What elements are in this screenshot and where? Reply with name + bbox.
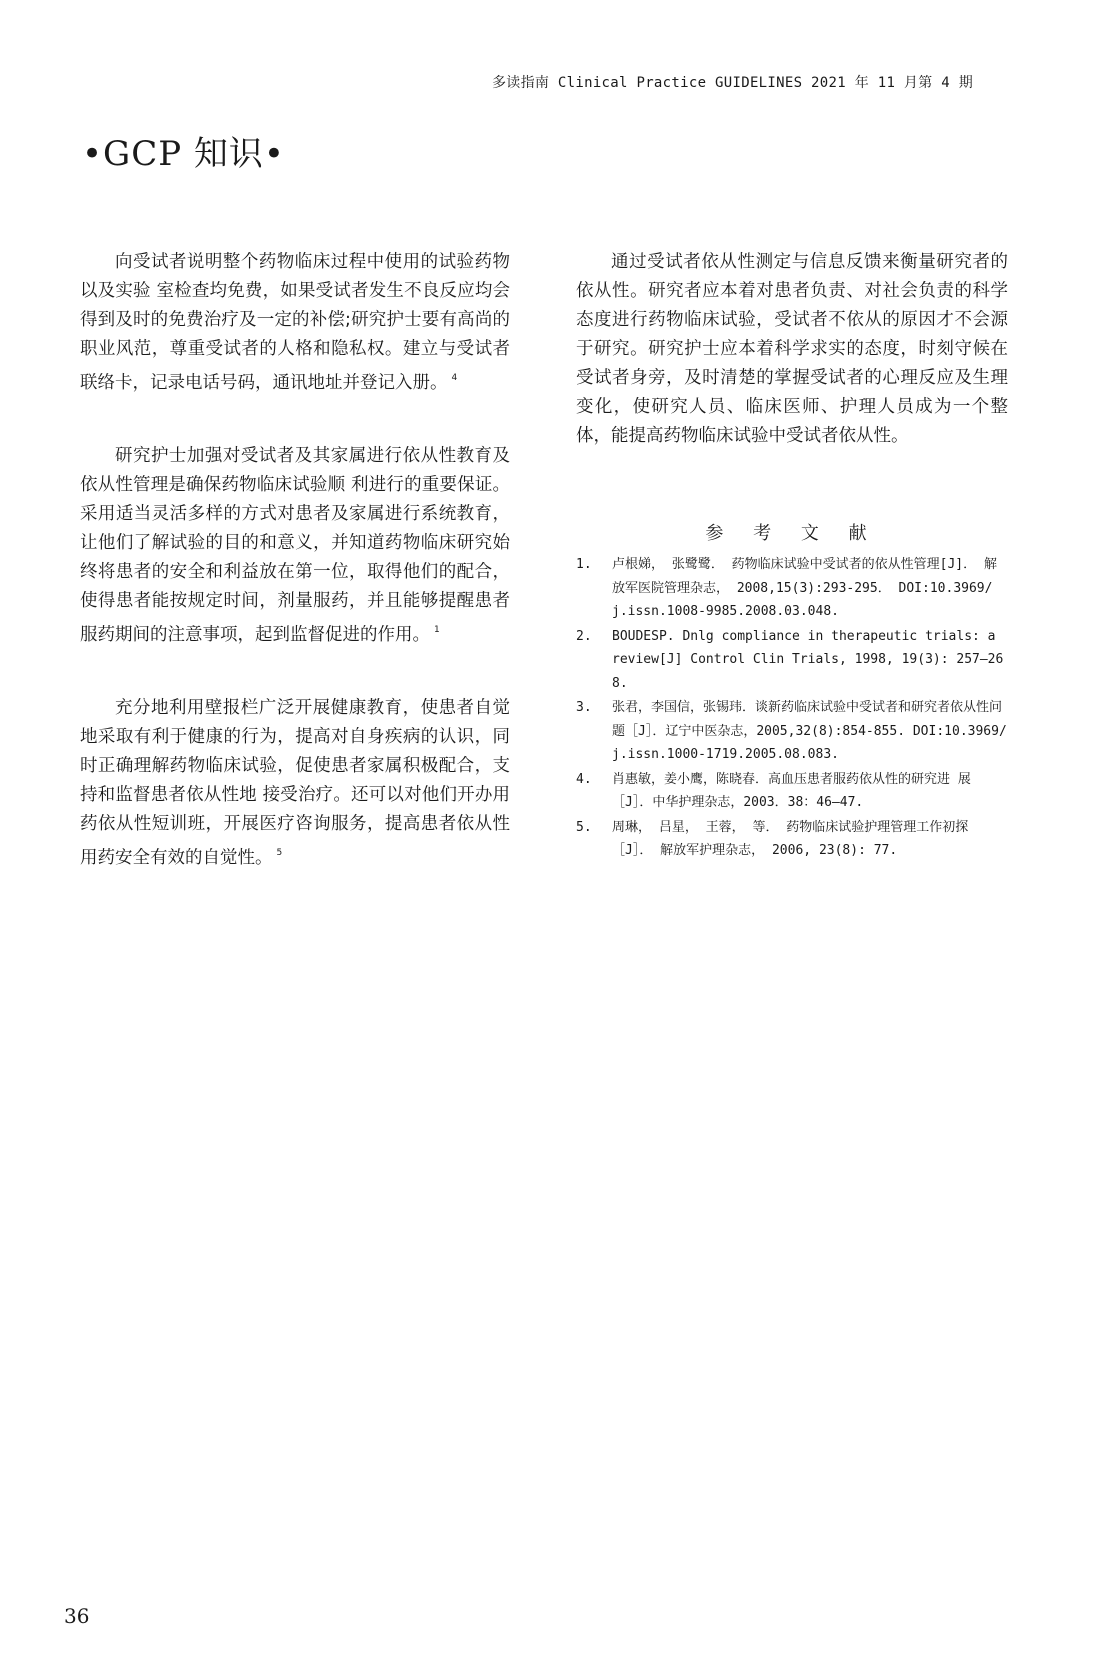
reference-item — [576, 768, 1008, 815]
left-column — [80, 248, 510, 917]
reference-item — [576, 696, 1008, 767]
section-title: •GCP 知识• — [82, 134, 285, 174]
citation-marker: 4 — [451, 373, 458, 383]
reference-number: 2. — [576, 628, 592, 644]
reference-number: 1. — [576, 557, 592, 572]
references-heading: 参 考 文 献 — [705, 523, 879, 544]
paragraph — [80, 694, 510, 873]
reference-item — [576, 816, 1008, 863]
paragraph — [80, 248, 510, 398]
paragraph-text: 研究护士加强对受试者及其家属进行依从性教育及依从性管理是确保药物临床试验顺 利进行的重要保证。采用适当灵活多样的方式对患者及家属进行系统教育，让他们了解试验的目的和意义，并知道药物临床研究始终将患者的安全和利益放在第一位，取得他们的配合，使得患者能按规定时间，剂量服药，并且能够提醒患者服药期间的注意事项，起到监督促进的作用。 — [80, 446, 510, 645]
right-column — [576, 248, 1008, 864]
reference-number: 4. — [576, 771, 592, 787]
citation-marker: 5 — [276, 848, 283, 858]
reference-text: 卢根娣， 张鹭鹭． 药物临床试验中受试者的依从性管理[J]． 解放军医院管理杂志， 2008,15(3):293-295． DOI:10.3969/j.issn.1008-9985.2008.03.048. — [612, 557, 997, 619]
references-list — [576, 553, 1008, 863]
paragraph: 通过受试者依从性测定与信息反馈来衡量研究者的依从性。研究者应本着对患者负责、对社会负责的科学态度进行药物临床试验，受试者不依从的原因才不会源于研究。研究护士应本着科学求实的态度，时刻守候在受试者身旁，及时清楚的掌握受试者的心理反应及生理变化，使研究人员、临床医师、护理人员成为一个整体，能提高药物临床试验中受试者依从性。 — [576, 252, 1008, 446]
paragraph-text: 向受试者说明整个药物临床过程中使用的试验药物以及实验 室检查均免费，如果受试者发生不良反应均会得到及时的免费治疗及一定的补偿;研究护士要有高尚的职业风范，尊重受试者的人格和隐私权。建立与受试者联络卡，记录电话号码，通讯地址并登记入册。 — [80, 252, 510, 393]
paragraph-text: 充分地利用壁报栏广泛开展健康教育，使患者自觉地采取有利于健康的行为，提高对自身疾病的认识，同时正确理解药物临床试验，促使患者家属积极配合，支持和监督患者依从性地 接受治疗。还可以对他们开办用药依从性短训班，开展医疗咨询服务，提高患者依从性用药安全有效的自觉性。 — [80, 698, 510, 868]
reference-text: 周琳， 吕星， 王蓉， 等． 药物临床试验护理管理工作初探［J］． 解放军护理杂志， 2006, 23(8): 77. — [612, 819, 969, 858]
page-number: 36 — [64, 1604, 90, 1628]
reference-text: 肖惠敏，姜小鹰，陈晓春．高血压患者服药依从性的研究进 展［J］．中华护理杂志，2003．38：46—47. — [612, 771, 971, 810]
citation-marker: 1 — [434, 625, 440, 635]
reference-item — [576, 625, 1008, 696]
paragraph — [80, 442, 510, 650]
reference-text: 张君，李国信，张锡玮．谈新药临床试验中受试者和研究者依从性问题［J］．辽宁中医杂志，2005,32(8):854-855. DOI:10.3969/j.issn.1000-1719.2005.08.083. — [612, 700, 1007, 762]
reference-number: 3. — [576, 700, 592, 715]
reference-item — [576, 553, 1008, 624]
reference-text: BOUDESP. Dnlg compliance in therapeutic trials: a review[J] Control Clin Trials, 1998, 19(3): 257—268. — [612, 628, 1004, 691]
reference-number: 5. — [576, 819, 592, 835]
running-header: 多读指南 Clinical Practice GUIDELINES 2021 年 11 月第 4 期 — [491, 75, 973, 91]
